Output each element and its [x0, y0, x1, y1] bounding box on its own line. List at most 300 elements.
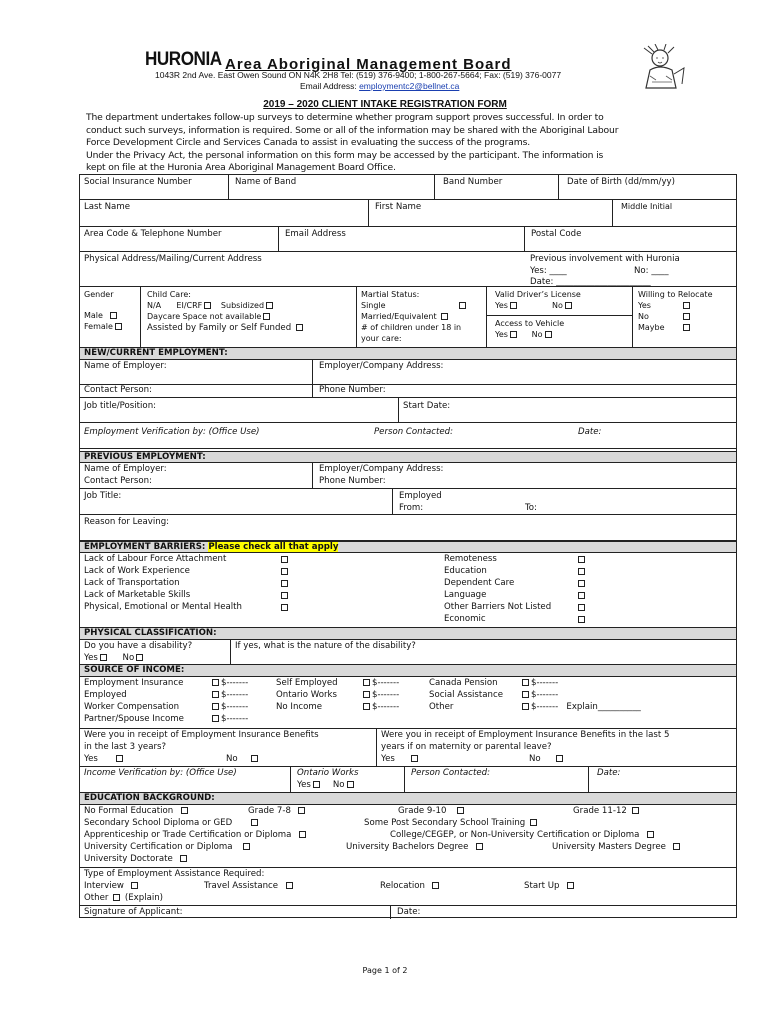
- letterhead: [0, 0, 770, 100]
- org-address: 1043R 2nd Ave. East Owen Sound ON N4K 2H8 Tel: (519) 376-9400; 1-800-267-5664; Fax: (519) 376-0077: [155, 70, 562, 80]
- explain-label: (Explain): [124, 893, 164, 903]
- ei-no: [226, 754, 260, 764]
- org-name: Area Aboriginal Management Board: [225, 56, 512, 73]
- ei-yes: [84, 754, 125, 764]
- edu-label: Apprenticeship or Trade Certification or Diploma: [84, 830, 292, 840]
- logo-figure-icon: [638, 44, 688, 92]
- row-previous-employer: [80, 463, 736, 489]
- married-checkbox[interactable]: [441, 313, 448, 320]
- edu-checkbox[interactable]: [251, 819, 258, 826]
- barrier-checkbox[interactable]: [578, 568, 585, 575]
- maternity-receipt-question: [376, 729, 738, 766]
- row-contact: [80, 227, 736, 252]
- edu-checkbox[interactable]: [299, 831, 306, 838]
- current-employer-address-field[interactable]: [312, 360, 738, 384]
- row-reason-leaving: [80, 515, 736, 541]
- edu-checkbox[interactable]: [457, 807, 464, 814]
- yes-label: Yes: [495, 301, 508, 310]
- prev-date-field[interactable]: Date: ______________________: [530, 277, 651, 287]
- maternity-label: Were you in receipt of Employment Insurance Benefits in the last 5: [381, 730, 670, 740]
- disability-nature-label: If yes, what is the nature of the disability?: [235, 641, 416, 651]
- income-source: Canada Pension: [429, 678, 498, 688]
- verification-label: Employment Verification by: (Office Use): [84, 427, 260, 437]
- maternity-no-checkbox[interactable]: [556, 755, 563, 762]
- current-employment-heading: [80, 348, 736, 360]
- last-name-label: Last Name: [84, 202, 130, 212]
- edu-label: University Doctorate: [84, 854, 173, 864]
- license-no-checkbox[interactable]: [565, 302, 572, 309]
- amount-label: $-------: [221, 714, 249, 724]
- income-checkbox[interactable]: [212, 691, 219, 698]
- ei-crf-checkbox[interactable]: [204, 302, 211, 309]
- row-details: [80, 287, 736, 348]
- assist-other: [84, 893, 163, 903]
- maternity-label-2: years if on maternity or parental leave?: [381, 742, 552, 752]
- your-care-label: your care:: [361, 334, 402, 343]
- assist-checkbox[interactable]: [432, 882, 439, 889]
- income-checkbox[interactable]: [363, 691, 370, 698]
- income-person-contacted-field[interactable]: [404, 767, 588, 792]
- disability-nature-field[interactable]: [230, 640, 738, 664]
- row-previous-job: [80, 489, 736, 515]
- vehicle-options: [495, 330, 554, 339]
- disability-yes-checkbox[interactable]: [100, 654, 107, 661]
- edu-checkbox[interactable]: [243, 843, 250, 850]
- prev-phone-label: Phone Number:: [319, 476, 386, 486]
- income-source: Employment Insurance: [84, 678, 184, 688]
- female-checkbox[interactable]: [115, 323, 122, 330]
- signature-field[interactable]: [80, 906, 390, 919]
- employer-address-label: Employer/Company Address:: [319, 361, 444, 371]
- disability-question: [80, 640, 230, 664]
- edu-checkbox[interactable]: [530, 819, 537, 826]
- income-amount-field[interactable]: [361, 678, 399, 688]
- ei-crf-label: EI/CRF: [176, 301, 203, 310]
- ow-yes-checkbox[interactable]: [313, 781, 320, 788]
- row-identity: [80, 175, 736, 200]
- license-options: [495, 301, 574, 310]
- address-field[interactable]: [80, 252, 524, 286]
- physical-heading: [80, 628, 736, 640]
- income-person-contacted-label: Person Contacted:: [411, 768, 490, 778]
- edu-option: [573, 806, 641, 816]
- edu-option: [84, 854, 189, 864]
- sin-field[interactable]: [80, 175, 228, 199]
- subsidized-label: Subsidized: [220, 301, 265, 310]
- assist-checkbox[interactable]: [113, 894, 120, 901]
- assisted-label: Assisted by Family or Self Funded: [147, 323, 292, 333]
- daycare-label: Daycare Space not available: [147, 312, 262, 321]
- row-ei-receipt: [80, 729, 736, 767]
- barrier-item: Education: [444, 566, 487, 576]
- prev-no-field[interactable]: No: ____: [634, 266, 669, 276]
- gender-female: [84, 322, 124, 331]
- intro-line: Force Development Circle and Services Canada to assist in evaluating the success of the programs.: [86, 137, 530, 149]
- physical-title: PHYSICAL CLASSIFICATION:: [84, 628, 217, 638]
- sin-label: Social Insurance Number: [84, 177, 192, 187]
- postal-code-label: Postal Code: [531, 229, 582, 239]
- intro-text: [86, 112, 696, 175]
- prev-job-title-label: Job Title:: [84, 491, 122, 501]
- income-amount-field[interactable]: [210, 678, 248, 688]
- prev-employer-address-field[interactable]: [312, 463, 738, 488]
- ei-receipt-label-2: in the last 3 years?: [84, 742, 167, 752]
- education-options: [80, 805, 736, 868]
- row-names: [80, 200, 736, 227]
- prev-yes-field[interactable]: Yes: ____: [530, 266, 567, 276]
- edu-label: University Bachelors Degree: [346, 842, 469, 852]
- barriers-heading: [80, 541, 736, 553]
- phone-field[interactable]: [80, 227, 278, 251]
- barrier-item: Lack of Labour Force Attachment: [84, 554, 227, 564]
- barriers-title: EMPLOYMENT BARRIERS:: [84, 542, 206, 552]
- ei-no-checkbox[interactable]: [251, 755, 258, 762]
- intake-form: [79, 174, 737, 918]
- row-current-employer: [80, 360, 736, 385]
- row-current-contact: [80, 385, 736, 398]
- edu-label: Grade 7-8: [248, 806, 291, 816]
- income-checkbox[interactable]: [212, 679, 219, 686]
- start-date-label: Start Date:: [403, 401, 451, 411]
- child-care-label: Child Care:: [147, 290, 191, 299]
- income-source: Other: [429, 702, 454, 712]
- verification-field[interactable]: [80, 423, 368, 448]
- assist-checkbox[interactable]: [567, 882, 574, 889]
- ei-receipt-label: Were you in receipt of Employment Insurance Benefits: [84, 730, 319, 740]
- edu-option: [390, 830, 656, 840]
- amount-label: $-------: [531, 702, 559, 712]
- address-label: Physical Address/Mailing/Current Address: [84, 254, 262, 264]
- income-date-field[interactable]: [588, 767, 738, 792]
- license-label: Valid Driver’s License: [495, 290, 581, 299]
- gender-group: [80, 287, 140, 347]
- assistance-section: [80, 868, 736, 906]
- dob-label: Date of Birth (dd/mm/yy): [567, 177, 675, 187]
- prev-contact-label: Contact Person:: [84, 476, 152, 486]
- income-source: Partner/Spouse Income: [84, 714, 184, 724]
- barrier-item: Other Barriers Not Listed: [444, 602, 552, 612]
- income-amount-field[interactable]: [210, 714, 248, 724]
- row-current-job: [80, 398, 736, 423]
- income-verification-field[interactable]: [80, 767, 290, 792]
- barriers-heading-row: [84, 542, 338, 552]
- income-amount-field[interactable]: [361, 702, 399, 712]
- income-checkbox[interactable]: [522, 691, 529, 698]
- edu-label: University Masters Degree: [552, 842, 666, 852]
- no-label: No: [122, 653, 135, 663]
- current-start-date-field[interactable]: [398, 398, 738, 422]
- edu-checkbox[interactable]: [632, 807, 639, 814]
- relocate-label: Willing to Relocate: [638, 290, 713, 299]
- edu-option: [84, 830, 308, 840]
- edu-option: [398, 806, 466, 816]
- edu-label: Some Post Secondary School Training: [364, 818, 526, 828]
- maternity-yes: [381, 754, 420, 764]
- license-yes-checkbox[interactable]: [510, 302, 517, 309]
- female-label: Female: [84, 322, 113, 331]
- current-employer-name-field[interactable]: [80, 360, 312, 384]
- last-name-field[interactable]: [80, 200, 368, 226]
- ontario-works-label: Ontario Works: [297, 768, 359, 778]
- relocate-no-checkbox[interactable]: [683, 313, 690, 320]
- assist-checkbox[interactable]: [286, 882, 293, 889]
- edu-label: Secondary School Diploma or GED: [84, 818, 233, 828]
- income-sources: [80, 677, 736, 729]
- org-email-line: [300, 81, 459, 91]
- prev-employer-field[interactable]: [80, 463, 312, 488]
- income-checkbox[interactable]: [363, 703, 370, 710]
- signature-date-label: Date:: [397, 907, 421, 917]
- amount-label: $-------: [372, 690, 400, 700]
- person-contacted-field[interactable]: [368, 423, 568, 448]
- yes-label: Yes: [84, 653, 98, 663]
- band-name-field[interactable]: [228, 175, 434, 199]
- no-label: No: [226, 754, 238, 764]
- daycare-option: [147, 312, 272, 321]
- postal-code-field[interactable]: [524, 227, 738, 251]
- phone-label: Phone Number:: [319, 385, 386, 395]
- barrier-checkbox[interactable]: [281, 556, 288, 563]
- relocate-yes-label: Yes: [638, 301, 651, 310]
- yes-label: Yes: [381, 754, 395, 764]
- amount-label: $-------: [531, 690, 559, 700]
- previous-employment-heading: [80, 451, 736, 463]
- signature-label: Signature of Applicant:: [84, 907, 183, 917]
- license-vehicle-group: [486, 287, 632, 347]
- page-number: Page 1 of 2: [362, 966, 408, 975]
- barrier-item: Economic: [444, 614, 486, 624]
- income-amount-field[interactable]: [210, 690, 248, 700]
- job-title-label: Job title/Position:: [84, 401, 157, 411]
- band-name-label: Name of Band: [235, 177, 297, 187]
- vehicle-label: Access to Vehicle: [495, 319, 565, 328]
- income-source: Employed: [84, 690, 127, 700]
- single-label: Single: [361, 301, 386, 310]
- daycare-checkbox[interactable]: [263, 313, 270, 320]
- first-name-field[interactable]: [368, 200, 612, 226]
- barrier-checkbox[interactable]: [281, 604, 288, 611]
- edu-option: [346, 842, 485, 852]
- edu-label: No Formal Education: [84, 806, 174, 816]
- row-income-verification: [80, 767, 736, 793]
- married-option: [361, 312, 450, 321]
- row-address: [80, 252, 736, 287]
- verification-date-field[interactable]: [568, 423, 738, 448]
- income-checkbox[interactable]: [363, 679, 370, 686]
- income-verification-label: Income Verification by: (Office Use): [84, 768, 237, 778]
- no-label: No: [332, 780, 345, 790]
- employed-label: Employed: [399, 491, 442, 501]
- barriers-list: [80, 553, 736, 628]
- edu-checkbox[interactable]: [298, 807, 305, 814]
- assisted-option: [147, 323, 305, 333]
- income-source: Social Assistance: [429, 690, 504, 700]
- barrier-item: Language: [444, 590, 487, 600]
- subsidized-checkbox[interactable]: [266, 302, 273, 309]
- income-checkbox[interactable]: [522, 703, 529, 710]
- marital-label: Martial Status:: [361, 290, 420, 299]
- person-contacted-label: Person Contacted:: [374, 427, 453, 437]
- middle-initial-field[interactable]: [612, 200, 738, 226]
- amount-label: $-------: [221, 678, 249, 688]
- income-amount-field[interactable]: [520, 690, 558, 700]
- row-disability: [80, 640, 736, 665]
- disability-no-checkbox[interactable]: [136, 654, 143, 661]
- no-label: No: [551, 301, 563, 310]
- edu-label: University Certification or Diploma: [84, 842, 233, 852]
- previous-employment-title: PREVIOUS EMPLOYMENT:: [84, 452, 206, 462]
- income-source: Worker Compensation: [84, 702, 180, 712]
- no-label: No: [529, 754, 541, 764]
- row-signature: [80, 906, 736, 919]
- email-label: Email Address:: [300, 81, 360, 91]
- assist-label: Travel Assistance: [204, 881, 279, 891]
- current-job-title-field[interactable]: [80, 398, 398, 422]
- disability-options: [84, 653, 145, 663]
- gender-label: Gender: [84, 290, 114, 299]
- income-checkbox[interactable]: [522, 679, 529, 686]
- single-checkbox[interactable]: [459, 302, 466, 309]
- income-amount-field[interactable]: [520, 678, 558, 688]
- assist-checkbox[interactable]: [131, 882, 138, 889]
- amount-label: $-------: [372, 678, 400, 688]
- income-amount-field[interactable]: [361, 690, 399, 700]
- band-number-field[interactable]: [434, 175, 558, 199]
- barrier-checkbox[interactable]: [281, 580, 288, 587]
- assist-interview: [84, 881, 140, 891]
- gender-male: [84, 311, 119, 320]
- edu-option: [84, 818, 260, 828]
- relocate-group: [632, 287, 738, 347]
- prev-involvement-label: Previous involvement with Huronia: [530, 254, 680, 264]
- edu-checkbox[interactable]: [181, 807, 188, 814]
- assist-label: Relocation: [380, 881, 425, 891]
- barrier-item: Dependent Care: [444, 578, 515, 588]
- reason-label: Reason for Leaving:: [84, 517, 170, 527]
- barrier-item: Lack of Work Experience: [84, 566, 190, 576]
- income-amount-field[interactable]: [520, 702, 641, 712]
- ei-receipt-question: [80, 729, 376, 766]
- assist-startup: [524, 881, 576, 891]
- edu-checkbox[interactable]: [180, 855, 187, 862]
- current-contact-field[interactable]: [80, 385, 312, 397]
- amount-label: $-------: [221, 702, 249, 712]
- vehicle-no-checkbox[interactable]: [545, 331, 552, 338]
- income-source: Ontario Works: [276, 690, 337, 700]
- income-checkbox[interactable]: [212, 703, 219, 710]
- barrier-checkbox[interactable]: [281, 592, 288, 599]
- barrier-item: Remoteness: [444, 554, 497, 564]
- edu-label: Grade 9-10: [398, 806, 447, 816]
- yes-label: Yes: [84, 754, 98, 764]
- child-care-group: [140, 287, 356, 347]
- assist-relocation: [380, 881, 441, 891]
- income-date-label: Date:: [597, 768, 621, 778]
- edu-label: Grade 11-12: [573, 806, 627, 816]
- edu-option: [364, 818, 539, 828]
- edu-checkbox[interactable]: [476, 843, 483, 850]
- income-source: Self Employed: [276, 678, 338, 688]
- marital-group: [356, 287, 486, 347]
- ontario-works-options: [297, 780, 356, 790]
- edu-option: [84, 842, 252, 852]
- income-checkbox[interactable]: [212, 715, 219, 722]
- assist-travel: [204, 881, 295, 891]
- male-checkbox[interactable]: [110, 312, 117, 319]
- education-heading: [80, 793, 736, 805]
- dob-field[interactable]: [558, 175, 738, 199]
- barrier-item: Physical, Emotional or Mental Health: [84, 602, 242, 612]
- barrier-checkbox[interactable]: [578, 580, 585, 587]
- contact-label: Contact Person:: [84, 385, 152, 395]
- intro-line: conduct such surveys, information is required. Some or all of the information may be shared with the Aboriginal Labour: [86, 124, 619, 136]
- ow-no-checkbox[interactable]: [347, 781, 354, 788]
- edu-checkbox[interactable]: [647, 831, 654, 838]
- reason-leaving-field[interactable]: [80, 515, 738, 540]
- barrier-item: Lack of Marketable Skills: [84, 590, 191, 600]
- income-heading: [80, 665, 736, 677]
- to-label: To:: [525, 503, 537, 513]
- barrier-checkbox[interactable]: [578, 616, 585, 623]
- amount-label: $-------: [372, 702, 400, 712]
- phone-label: Area Code & Telephone Number: [84, 229, 222, 239]
- barrier-checkbox[interactable]: [578, 592, 585, 599]
- explain-label: Explain__________: [566, 702, 641, 712]
- prev-employed-dates-field[interactable]: [392, 489, 738, 514]
- org-name-big: HURONIA: [145, 49, 222, 70]
- relocate-yes-checkbox[interactable]: [683, 302, 690, 309]
- male-label: Male: [84, 311, 103, 320]
- previous-involvement: [524, 252, 738, 286]
- email-link[interactable]: employmentc2@bellnet.ca: [359, 81, 460, 91]
- married-label: Married/Equivalent: [361, 312, 437, 321]
- email-label: Email Address: [285, 229, 346, 239]
- verification-date-label: Date:: [578, 427, 602, 437]
- amount-label: $-------: [531, 678, 559, 688]
- maternity-yes-checkbox[interactable]: [411, 755, 418, 762]
- intro-line: kept on file at the Huronia Area Aboriginal Management Board Office.: [86, 162, 396, 174]
- assisted-checkbox[interactable]: [296, 324, 303, 331]
- current-phone-field[interactable]: [312, 385, 738, 397]
- relocate-maybe-checkbox[interactable]: [683, 324, 690, 331]
- vehicle-yes-checkbox[interactable]: [510, 331, 517, 338]
- row-employment-verification: [80, 423, 736, 449]
- edu-option: [84, 806, 190, 816]
- edu-checkbox[interactable]: [673, 843, 680, 850]
- income-amount-field[interactable]: [210, 702, 248, 712]
- prev-job-title-field[interactable]: [80, 489, 392, 514]
- barrier-checkbox[interactable]: [578, 604, 585, 611]
- na-label: N/A: [147, 301, 162, 310]
- child-care-options: [147, 301, 275, 310]
- from-label: From:: [399, 503, 424, 513]
- signature-date-field[interactable]: [390, 906, 738, 919]
- amount-label: $-------: [221, 690, 249, 700]
- children-label: # of children under 18 in: [361, 323, 462, 332]
- current-employment-title: NEW/CURRENT EMPLOYMENT:: [84, 348, 228, 358]
- email-field[interactable]: [278, 227, 524, 251]
- barrier-checkbox[interactable]: [281, 568, 288, 575]
- intro-line: The department undertakes follow-up surveys to determine whether program support proves successful. In order to: [86, 112, 604, 123]
- relocate-maybe-label: Maybe: [638, 323, 665, 332]
- assist-label: Start Up: [524, 881, 560, 891]
- barrier-checkbox[interactable]: [578, 556, 585, 563]
- yes-label: Yes: [495, 330, 508, 339]
- ei-yes-checkbox[interactable]: [116, 755, 123, 762]
- intro-line: Under the Privacy Act, the personal information on this form may be accessed by the participant. The information is: [86, 149, 604, 161]
- no-label: No: [531, 330, 543, 339]
- assist-label: Other: [84, 893, 109, 903]
